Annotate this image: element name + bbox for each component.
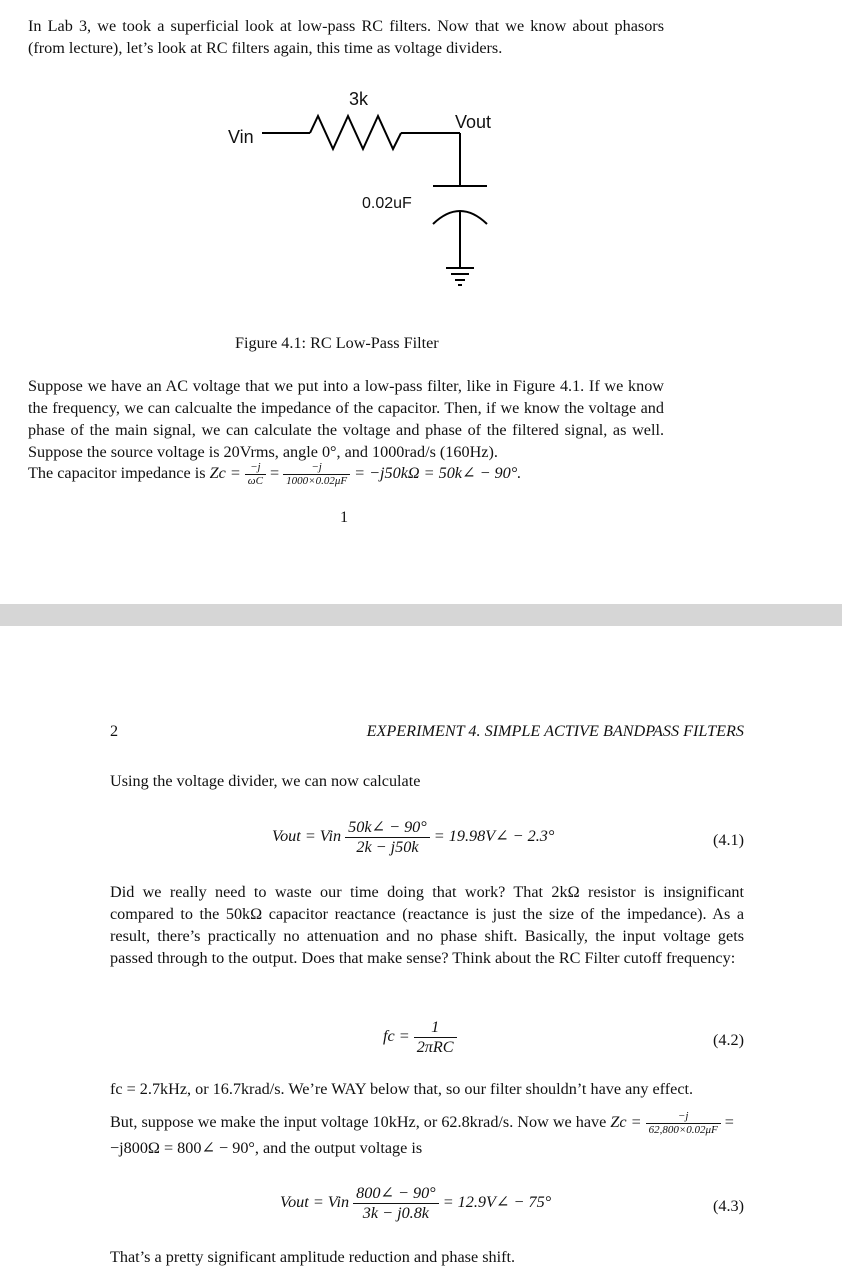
- eq1-rhs: = 19.98V∠ − 2.3°: [433, 826, 555, 845]
- impedance-frac-1: [245, 461, 266, 487]
- impedance-equals: =: [269, 464, 280, 482]
- p4-equals: =: [724, 1113, 734, 1131]
- header-title: EXPERIMENT 4. SIMPLE ACTIVE BANDPASS FILTERS: [366, 722, 744, 740]
- eq2-number: (4.2): [712, 1031, 744, 1049]
- eq2-fraction: [414, 1018, 457, 1056]
- eq3-rhs: = 12.9V∠ − 75°: [442, 1192, 552, 1211]
- eq1-fraction: [345, 818, 430, 856]
- frac1-denominator: ωC: [247, 474, 263, 487]
- capacitor-label: 0.02uF: [362, 195, 412, 212]
- capacitor-impedance-line: [28, 460, 521, 487]
- intro-paragraph: In Lab 3, we took a superficial look at low-pass RC filters. Now that we know about phasors (from lecture), let’s look at RC filters again, this time as voltage dividers.: [28, 17, 664, 57]
- frac1-numerator: −j: [245, 461, 266, 475]
- impedance-rhs: = −j50kΩ = 50k∠ − 90°.: [354, 464, 522, 482]
- rc-low-pass-circuit: [0, 0, 842, 330]
- eq3-number: (4.3): [712, 1197, 744, 1215]
- equation-4-3: [0, 1180, 842, 1236]
- eq2-numerator: 1: [414, 1018, 457, 1038]
- p4-numerator: −j: [646, 1110, 721, 1124]
- eq3-denominator: 3k − j0.8k: [362, 1203, 429, 1222]
- page-1: [0, 0, 842, 604]
- page-gap: [0, 604, 842, 626]
- resistor-symbol: [310, 116, 401, 149]
- frac2-denominator: 1000×0.02μF: [286, 474, 348, 487]
- input-label: Vin: [228, 127, 254, 147]
- eq3-numerator: 800∠ − 90°: [353, 1184, 439, 1204]
- eq1-denominator: 2k − j50k: [356, 837, 419, 856]
- eq3-lhs: Vout = Vin: [280, 1192, 350, 1211]
- p4-lead: But, suppose we make the input voltage 10kHz, or 62.8krad/s. Now we have: [110, 1113, 607, 1131]
- page-number: 1: [340, 508, 349, 526]
- equation-4-2: [0, 1014, 842, 1070]
- p4-line-2: −j800Ω = 800∠ − 90°, and the output voltage is: [110, 1139, 423, 1158]
- eq2-lhs: fc =: [383, 1026, 410, 1045]
- p4-fraction: [646, 1110, 721, 1136]
- resistor-label: 3k: [349, 89, 369, 109]
- paragraph-5: That’s a pretty significant amplitude reduction and phase shift.: [110, 1248, 516, 1266]
- paragraph-4: [110, 1110, 790, 1160]
- eq2-denominator: 2πRC: [416, 1037, 454, 1056]
- paragraph-2: Did we really need to waste our time doing that work? That 2kΩ resistor is insignificant compared to the 50kΩ capacitor reactance (reactance is just the size of the impedance). As a result, there’s practically no attenuation and no phase shift. Basically, the input voltage gets passed through to the output. Does that make sense? Think about the RC Filter cutoff frequency:: [110, 883, 744, 967]
- header-page-number: 2: [110, 722, 119, 740]
- page-2: [0, 626, 842, 1276]
- p4-lhs: Zc =: [610, 1113, 642, 1131]
- paragraph-3: fc = 2.7kHz, or 16.7krad/s. We’re WAY below that, so our filter shouldn’t have any effect.: [110, 1080, 694, 1098]
- eq1-number: (4.1): [712, 831, 744, 849]
- impedance-lead: The capacitor impedance is: [28, 464, 206, 482]
- figure-caption: Figure 4.1: RC Low-Pass Filter: [235, 334, 439, 352]
- frac2-numerator: −j: [283, 461, 350, 475]
- eq1-lhs: Vout = Vin: [272, 826, 342, 845]
- impedance-frac-2: [283, 461, 350, 487]
- paragraph-1: Using the voltage divider, we can now calculate: [110, 772, 421, 790]
- eq3-fraction: [353, 1184, 439, 1222]
- impedance-lhs: Zc =: [209, 464, 241, 482]
- eq1-numerator: 50k∠ − 90°: [345, 818, 430, 838]
- output-label: Vout: [455, 112, 492, 132]
- p4-denominator: 62,800×0.02μF: [648, 1123, 718, 1136]
- equation-4-1: [0, 814, 842, 870]
- body-paragraph: Suppose we have an AC voltage that we put into a low-pass filter, like in Figure 4.1. If we know the frequency, we can calcualte the impedance of the capacitor. Then, if we know the voltage and phase of the main signal, we can calculate the voltage and phase of the filtered signal, as well. Suppose the source voltage is 20Vrms, angle 0°, and 1000rad/s (160Hz).: [28, 377, 664, 461]
